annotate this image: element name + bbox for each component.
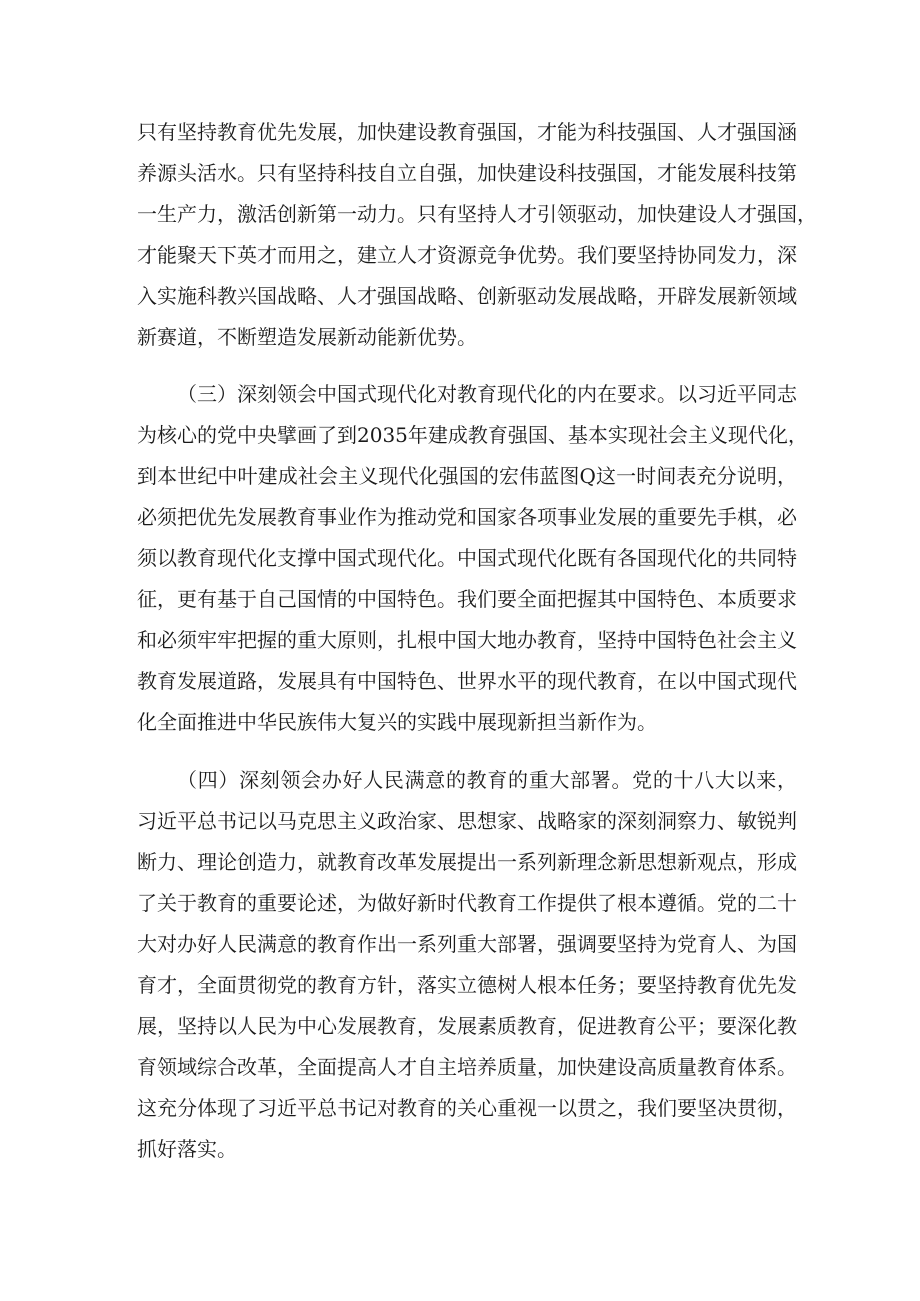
paragraph-3-line-4: 了关于教育的重要论述，为做好新时代教育工作提供了根本遵循。党的二十 [137, 891, 797, 915]
paragraph-1-line-4: 才能聚天下英才而用之，建立人才资源竞争优势。我们要坚持协同发力，深 [137, 243, 797, 267]
paragraph-2-line-2: 为核心的党中央擘画了到2035年建成教育强国、基本实现社会主义现代化， [137, 423, 808, 447]
paragraph-2-line-3: 到本世纪中叶建成社会主义现代化强国的宏伟蓝图Q这一时间表充分说明， [137, 464, 797, 488]
paragraph-3-line-5: 大对办好人民满意的教育作出一系列重大部署，强调要坚持为党育人、为国 [137, 932, 797, 956]
paragraph-3-line-6: 育才，全面贯彻党的教育方针，落实立德树人根本任务；要坚持教育优先发 [137, 973, 797, 997]
paragraph-1-line-2: 养源头活水。只有坚持科技自立自强，加快建设科技强国，才能发展科技第 [137, 161, 797, 185]
paragraph-2-line-8: 教育发展道路，发展具有中国特色、世界水平的现代教育，在以中国式现代 [137, 669, 797, 693]
paragraph-3-line-9: 这充分体现了习近平总书记对教育的关心重视一以贯之，我们要坚决贯彻， [137, 1096, 797, 1120]
paragraph-2-line-5: 须以教育现代化支撑中国式现代化。中国式现代化既有各国现代化的共同特 [137, 546, 797, 570]
paragraph-3-line-1: （四）深刻领会办好人民满意的教育的重大部署。党的十八大以来， [177, 768, 797, 792]
paragraph-2-line-4: 必须把优先发展教育事业作为推动党和国家各项事业发展的重要先手棋，必 [137, 505, 797, 529]
paragraph-1-line-5: 入实施科教兴国战略、人才强国战略、创新驱动发展战略，开辟发展新领域 [137, 284, 797, 308]
paragraph-1-line-3: 一生产力，激活创新第一动力。只有坚持人才引领驱动，加快建设人才强国， [137, 202, 817, 226]
paragraph-3-line-3: 断力、理论创造力，就教育改革发展提出一系列新理念新思想新观点，形成 [137, 850, 797, 874]
paragraph-2-line-9: 化全面推进中华民族伟大复兴的实践中展现新担当新作为。 [137, 710, 657, 734]
paragraph-2-line-6: 征，更有基于自己国情的中国特色。我们要全面把握其中国特色、本质要求 [137, 587, 797, 611]
paragraph-1-line-6: 新赛道，不断塑造发展新动能新优势。 [137, 325, 477, 349]
paragraph-3-line-10: 抓好落实。 [137, 1137, 237, 1161]
paragraph-2-line-7: 和必须牢牢把握的重大原则，扎根中国大地办教育，坚持中国特色社会主义 [137, 628, 797, 652]
paragraph-2-line-1: （三）深刻领会中国式现代化对教育现代化的内在要求。以习近平同志 [177, 382, 797, 406]
paragraph-3-line-8: 育领域综合改革，全面提高人才自主培养质量，加快建设高质量教育体系。 [137, 1055, 797, 1079]
paragraph-1-line-1: 只有坚持教育优先发展，加快建设教育强国，才能为科技强国、人才强国涵 [137, 120, 797, 144]
paragraph-3-line-2: 习近平总书记以马克思主义政治家、思想家、战略家的深刻洞察力、敏锐判 [137, 809, 797, 833]
paragraph-3-line-7: 展，坚持以人民为中心发展教育，发展素质教育，促进教育公平；要深化教 [137, 1014, 797, 1038]
